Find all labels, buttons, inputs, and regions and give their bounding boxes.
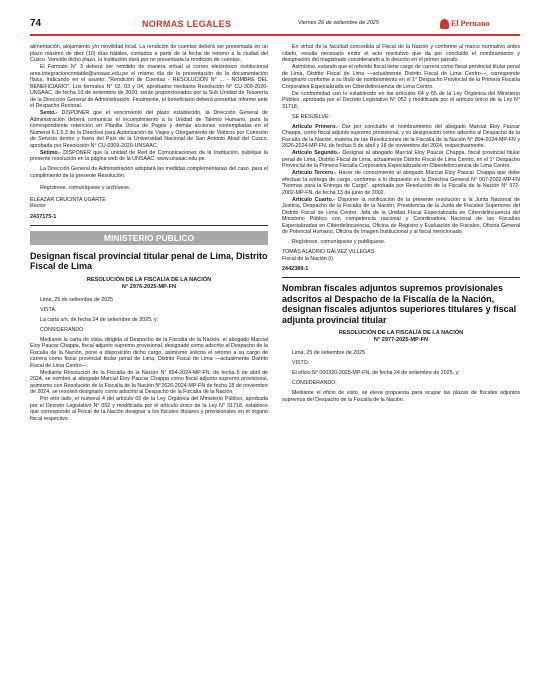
paragraph: Mediante la carta de vista, dirigida al Despacho de la Fiscalía de la Nación, el abogado Marcial Eloy Paucar Chappa, fiscal adjunto supremo provisional, designado como adscrito al Despacho de la Fiscalía de la Nación, pone a disposición dicho cargo, asimismo solicita el retorno a su cargo de carrera como fiscal provincial titular penal de Lima, Distrito Fiscal de Lima —actualmente Distrito Fiscal de Lima Centro—. bbox=[30, 336, 268, 369]
newspaper-name: El Peruano bbox=[451, 19, 490, 28]
resolve-label: SE RESUELVE: bbox=[292, 113, 330, 120]
article-text: Designar al abogado Marcial Eloy Paucar Chappa, fiscal provincial titular penal de Lima, Distrito Fiscal de Lima, actualmente Distrito Fiscal de Lima Centro, en el 1° Despacho Provincial de la Primera Fiscalía Corporativa Especializada en Ciberdelincuencia de Lima Centro. bbox=[282, 150, 520, 169]
article-text: Dar por concluido el nombramiento del abogado Marcial Eloy Paucar Chappa, como fiscal adjunto supremo provisional, y su designación como adscrito al Despacho de la Fiscalía de la Nación, materia de las Resoluciones de la Fiscalía de la Nación N° 894-2024-MP-FN y 2626-2024-MP-FN, de fechas 5 de abril y 18 de noviembre del 2024, respectivamente. bbox=[282, 123, 520, 149]
section-title: NORMAS LEGALES bbox=[142, 19, 232, 29]
paragraph: El oficio N° 000320-2025-MP-FN, de fecha 24 de setiembre de 2025, y; bbox=[292, 370, 460, 377]
page-header bbox=[30, 16, 520, 36]
resolution-heading bbox=[282, 330, 520, 344]
signer-role: Rector bbox=[30, 203, 46, 210]
newspaper-page bbox=[30, 16, 520, 672]
article-lead: Artículo Primero.- bbox=[292, 123, 339, 130]
considerando-label: CONSIDERANDO: bbox=[292, 380, 337, 387]
left-column bbox=[30, 44, 268, 423]
article-lead: Sexto.- bbox=[40, 110, 58, 116]
signer-name: TOMÁS ALADINO GÁLVEZ VILLEGAS bbox=[282, 249, 375, 255]
signature-block bbox=[30, 197, 268, 210]
logo-icon bbox=[440, 19, 449, 29]
paragraph: La carta s/n, de fecha 24 de setiembre de 2025, y; bbox=[40, 316, 159, 323]
article-lead: Artículo Segundo.- bbox=[292, 150, 341, 156]
divider bbox=[30, 225, 268, 226]
article-lead: Artículo Cuarto.- bbox=[292, 196, 335, 203]
paragraph bbox=[30, 150, 268, 163]
resolution-number: N° 2976-2025-MP-FN bbox=[121, 283, 177, 290]
paragraph bbox=[282, 150, 520, 170]
document-title: Nombran fiscales adjuntos supremos provisionales adscritos al Despacho de la Fiscalía de la Nación, designan fiscales adjuntos superiores titulares y fiscal adjunta provincial titular bbox=[282, 283, 517, 325]
article-lead: Artículo Tercero.- bbox=[292, 170, 337, 176]
signer-name: ELEAZAR CRUCINTA UGARTE bbox=[30, 196, 106, 203]
paragraph: En virtud de la facultad concedida al Fiscal de la Nación y conforme al marco normativo antes citado, resulta necesario emitir el acto resolutivo que da por concluido el nombramiento y designación del magistrado considerando a lo descrito en el primer párrafo. bbox=[282, 44, 520, 63]
closing-formula: Regístrese, comuníquese y publíquese. bbox=[292, 239, 386, 245]
signature-block bbox=[282, 249, 520, 262]
signer-role: Fiscal de la Nación (i) bbox=[282, 255, 333, 262]
publication-code: 2442389-1 bbox=[282, 266, 309, 273]
paragraph bbox=[282, 170, 520, 196]
resolution-heading bbox=[30, 277, 268, 291]
considerando-label: CONSIDERANDO: bbox=[40, 326, 85, 333]
paragraph: Mediante Resolución de la Fiscalía de la Nación N° 894-2024-MP-FN, de fecha 5 de abril de 2024, se nombró al abogado Marcial Eloy Paucar Chappa como fiscal adjunto supremo provisional, asimismo con Resolución de la Fiscalía de la Nación N°2626-2024-MP-FN de fecha 18 de noviembre de 2024, se resolvió designarlo como adscrito al Despacho de la Fiscalía de la Nación. bbox=[30, 369, 268, 396]
paragraph bbox=[282, 197, 520, 236]
right-column bbox=[282, 44, 520, 404]
paragraph bbox=[30, 110, 268, 149]
resolution-date: Lima, 25 de setiembre de 2025 bbox=[40, 296, 114, 303]
article-text: DISPONER que la unidad de Red de Comunicaciones de la Institución, publique la presente resolución en la página web de la UNSAAC: www.unsaac.edu.pe. bbox=[30, 149, 268, 162]
page-number: 74 bbox=[30, 18, 42, 29]
publication-code: 2437175-1 bbox=[30, 213, 57, 220]
paragraph: Asimismo, estando que el referido fiscal tiene cargo de carrera como fiscal provincial titular penal de Lima, Distrito Fiscal de Lima —actualmente Distrito Fiscal de Lima Centro—, corresponde designarlo conforme a su título de nombramiento en el 1° Despacho Provincial de la Primera Fiscalía Corporativa Especializada en Ciberdelincuencia de Lima Centro. bbox=[282, 64, 520, 90]
resolution-date: Lima, 25 de setiembre de 2025 bbox=[292, 350, 366, 357]
paragraph: El Formato N° 3 deberá ser remitido de manera virtual al correo electrónico institucional area.integracioncontable@unsaac.edu.pe el mismo día de la presentación de la documentación física, indicando en el asunto: "Rendición de Cuentas - RESOLUCIÓN N° ... - NOMBRE DEL BENEFICIARIO". Los formatos N° 02, 03 y 04, aprobados mediante Resolución N° CU-309-2020-UNSAAC, de fecha 10 de setiembre de 2020, serán proporcionados por la Sub Unidad de Tesorería de la Dirección General de Administración. Finalmente, el beneficiario deberá presentar informe ante el Despacho Rectoral. bbox=[30, 64, 268, 109]
paragraph bbox=[282, 124, 520, 150]
article-text: DISPONER que el vencimiento del plazo establecido, la Dirección General de Administración deberá comunicar el incumplimiento a la Unidad de Talento Humano, para la correspondiente retención en Planilla Única de Pagos y demás acciones contempladas en el Numeral 6.1.6.3 de la Directiva para Autorización de Viajes y Otorgamiento de Viáticos por Comisión de Servicio dentro y fuera del País de la Universidad Nacional de San Antonio Abad del Cusco, aprobada por Resolución N° CU-0309-2020-UNSAAC. bbox=[30, 110, 268, 149]
resolution-heading-line: RESOLUCIÓN DE LA FISCALÍA DE LA NACIÓN bbox=[86, 276, 212, 283]
visto-label: VISTO: bbox=[292, 360, 310, 367]
article-lead: Sétimo.- bbox=[40, 149, 61, 156]
paragraph: De conformidad con lo establecido en los artículos 64 y 65 de la Ley Orgánica del Ministerio Público, aprobada por el Decreto Legislativo N° 052 y modificada por el artículo único de la Ley N° 31718; bbox=[282, 90, 520, 110]
vista-label: VISTA: bbox=[40, 306, 57, 313]
article-text: Hacer de conocimiento al abogado Marcial Eloy Paucar Chappa que debe efectuar la entrega de cargo, conforme a lo dispuesto en la Directiva General N° 007-2002-MP-FN "Normas para la Entrega de Cargo", aprobada por Resolución de la Fiscalía de la Nación N° 972-2002-MP-FN, de fecha 13 de junio de 2002. bbox=[282, 170, 520, 196]
divider bbox=[282, 277, 520, 278]
paragraph: alimentación, alojamiento y/o movilidad local. La rendición de cuentas deberá ser presentada en un plazo máximo de diez (10) días hábiles, contados a partir de la fecha de retorno a la ciudad del Cusco. Vencido dicho plazo, la institución dará por no presentada la rendición de cuentas. bbox=[30, 44, 268, 63]
institution-banner: MINISTERIO PUBLICO bbox=[30, 231, 268, 245]
issue-date: Viernes 26 de setiembre de 2025 bbox=[298, 20, 379, 26]
newspaper-logo bbox=[440, 18, 520, 30]
paragraph: Por otro lado, el numeral 4 del artículo 65 de la Ley Orgánica del Ministerio Público, aprobada por el Decreto Legislativo N° 052 y modificada por el artículo único de la Ley N° 31718, establece que corresponde al Fiscal de la Nación designar a los fiscales titulares y provisionales en el órgano fiscal respectivo. bbox=[30, 396, 268, 422]
resolution-number: N° 2977-2025-MP-FN bbox=[373, 337, 429, 344]
resolution-heading-line: RESOLUCIÓN DE LA FISCALÍA DE LA NACIÓN bbox=[338, 330, 464, 337]
closing-formula: Regístrese, comuníquese y archívese. bbox=[40, 184, 131, 191]
document-title: Designan fiscal provincial titular penal de Lima, Distrito Fiscal de Lima bbox=[30, 250, 268, 272]
article-text: Disponer la notificación de la presente resolución a la Junta Nacional de Justicia, Despacho de la Fiscalía de la Nación, Presidencia de la Junta de Fiscales Superiores del Distrito Fiscal de Lima Centro, Jefa de la Unidad Fiscal Especializada en Ciberdelincuencia del Ministerio Público con competencia nacional y Coordinadora Nacional de las Fiscalías Especializadas en Ciberdelincuencia, Oficina de Registro y Evaluación de Fiscales, Oficina General de Potencial Humano, Oficina de Imagen Institucional y al fiscal mencionado. bbox=[282, 196, 521, 235]
paragraph: Mediante el oficio de visto, se eleva propuesta para ocupar las plazas de fiscales adjuntos supremos del Despacho de la Fiscalía de la Nación. bbox=[282, 390, 520, 403]
paragraph: La Dirección General de Administración adoptará las medidas complementarias del caso, para el cumplimiento de la presente Resolución. bbox=[30, 166, 268, 179]
